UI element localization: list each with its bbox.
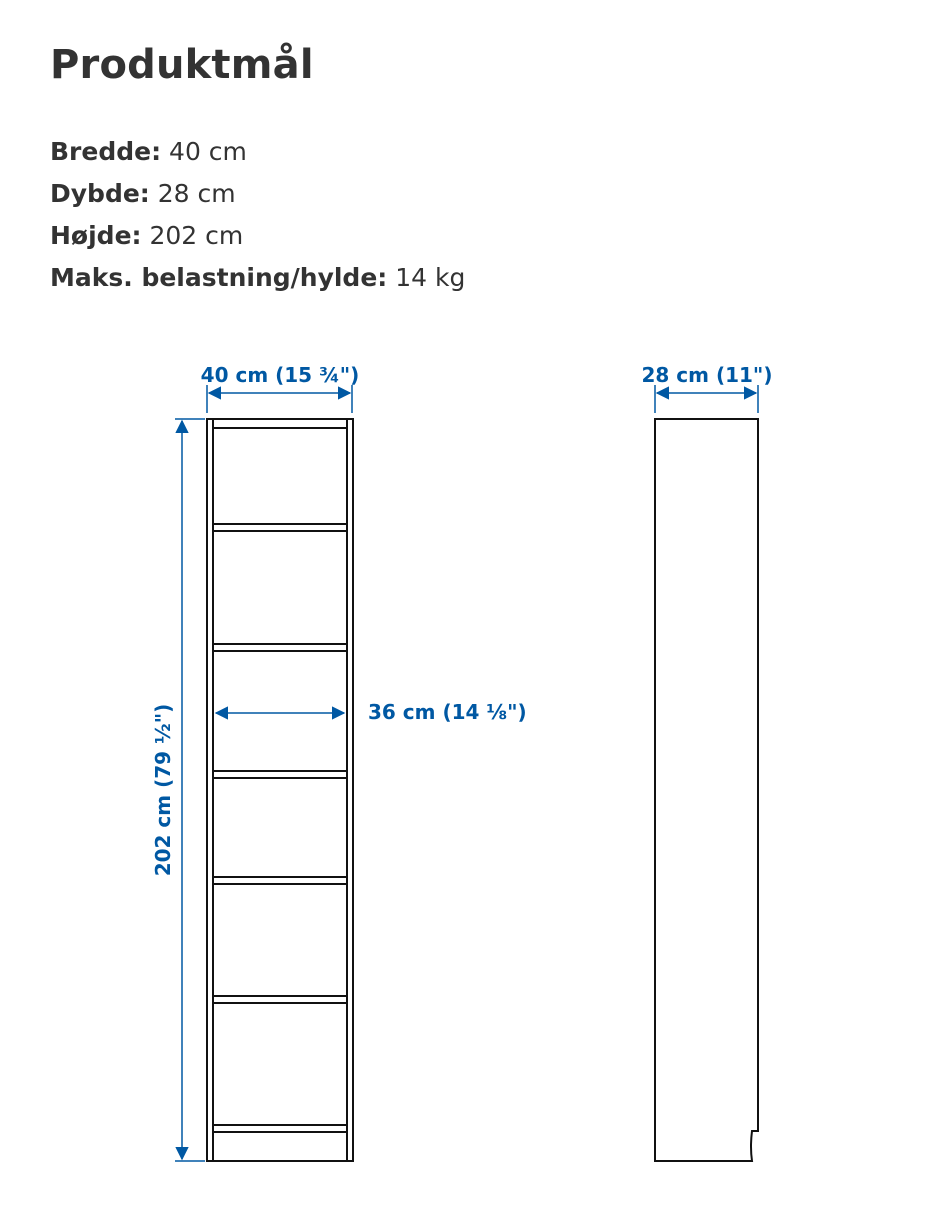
shelf bbox=[213, 644, 347, 651]
spec-width-label: Bredde: bbox=[50, 137, 162, 166]
shelf bbox=[213, 996, 347, 1003]
spec-depth-value: 28 cm bbox=[157, 179, 236, 208]
side-view bbox=[655, 419, 758, 1161]
shelf-bottom-plinth bbox=[213, 1125, 347, 1132]
depth-dimension-label: 28 cm (11") bbox=[641, 363, 773, 387]
spec-width-value: 40 cm bbox=[169, 137, 247, 166]
spec-height-value: 202 cm bbox=[149, 221, 244, 250]
width-dimension bbox=[201, 363, 360, 413]
height-dimension bbox=[151, 419, 205, 1161]
inner-width-dimension-label: 36 cm (14 ⅛") bbox=[368, 700, 527, 724]
inner-width-dimension bbox=[216, 700, 527, 724]
spec-max-load-value: 14 kg bbox=[395, 263, 466, 292]
spec-max-load-label: Maks. belastning/hylde: bbox=[50, 263, 388, 292]
side-panel-outline bbox=[655, 419, 758, 1161]
width-dimension-label: 40 cm (15 ¾") bbox=[200, 363, 360, 387]
front-shelves bbox=[213, 524, 347, 1132]
page-title: Produktmål bbox=[50, 42, 314, 88]
shelf bbox=[213, 771, 347, 778]
front-view bbox=[207, 419, 353, 1161]
height-dimension-label: 202 cm (79 ½") bbox=[151, 703, 175, 877]
depth-dimension bbox=[642, 363, 773, 413]
shelf bbox=[213, 877, 347, 884]
spec-depth-label: Dybde: bbox=[50, 179, 150, 208]
shelf bbox=[213, 524, 347, 531]
spec-height-label: Højde: bbox=[50, 221, 142, 250]
